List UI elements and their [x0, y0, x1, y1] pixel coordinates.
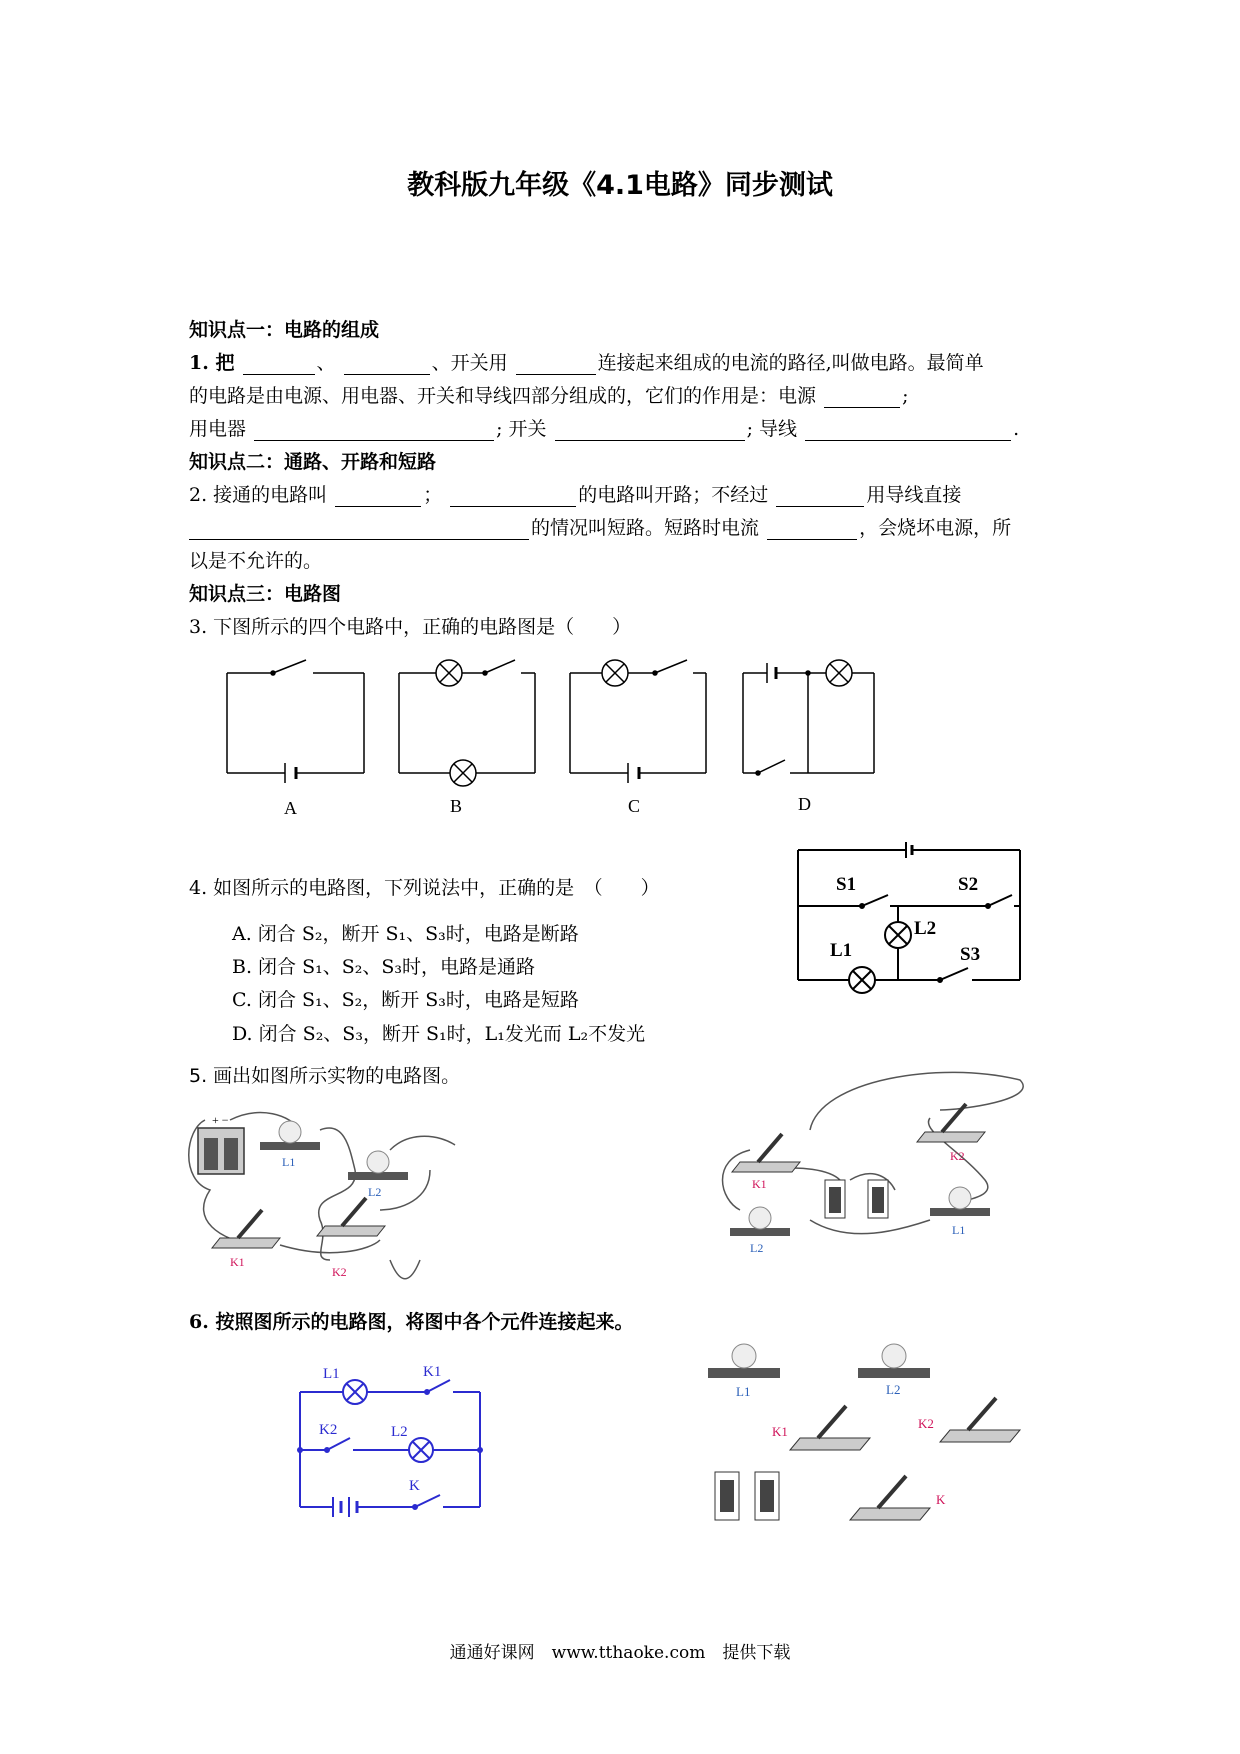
label-d: D: [798, 794, 811, 814]
answer-blank[interactable]: [776, 486, 864, 507]
battery-icon: [198, 1113, 244, 1174]
label-l2: L2: [886, 1382, 901, 1397]
q5-physical-circuit-right: [700, 1070, 1060, 1270]
q4-option-c[interactable]: C. 闭合 S₁、S₂，断开 S₃时，电路是短路: [232, 989, 579, 1011]
question-1-line-1: [189, 351, 984, 375]
label-c: C: [628, 796, 641, 816]
label-a: A: [284, 798, 297, 818]
q4-circuit-figure: [790, 840, 1030, 1000]
circuit-d: [743, 660, 874, 775]
q2-text: 用导线直接: [866, 484, 962, 506]
bulb-icon: [260, 1121, 320, 1150]
label-k1: K1: [423, 1364, 442, 1380]
fig-label-s2: S2: [958, 874, 979, 895]
bulb-icon: [858, 1344, 930, 1378]
question-2-line-3: 以是不允许的。: [189, 550, 323, 572]
battery-icon: [715, 1472, 739, 1520]
question-2-line-1: [189, 483, 961, 507]
q1-text: 1. 把: [189, 352, 235, 374]
footer-credit: 通通好课网 www.tthaoke.com 提供下载: [449, 1643, 791, 1663]
section-heading-2: 知识点二：通路、开路和短路: [189, 451, 437, 473]
answer-blank[interactable]: [516, 354, 596, 375]
q4-option-a[interactable]: A. 闭合 S₂，断开 S₁、S₃时，电路是断路: [232, 923, 579, 945]
label-k1: K1: [752, 1177, 767, 1191]
answer-blank[interactable]: [243, 354, 315, 375]
label-k2: K2: [918, 1416, 934, 1431]
bulb-icon: [730, 1207, 790, 1236]
q1-text: ;: [902, 385, 909, 407]
question-1-line-2: [189, 384, 908, 408]
switch-icon: [212, 1210, 280, 1248]
circuit-a: [227, 660, 364, 783]
fig-label-s3: S3: [960, 944, 981, 965]
answer-blank[interactable]: [254, 420, 494, 441]
q6-components: [700, 1330, 1040, 1530]
svg-text:+ −: + −: [212, 1113, 229, 1127]
circuit-b: [399, 660, 535, 786]
q3-circuit-figures: [210, 650, 910, 820]
label-l1: L1: [952, 1223, 966, 1237]
battery-icon: [755, 1472, 779, 1520]
question-1-line-3: [189, 417, 1019, 441]
answer-blank[interactable]: [824, 387, 900, 408]
bulb-icon: [930, 1187, 990, 1216]
q2-text: ，会烧坏电源，所: [859, 517, 1012, 539]
switch-icon: [790, 1406, 870, 1450]
answer-blank[interactable]: [555, 420, 745, 441]
question-4: 4. 如图所示的电路图，下列说法中，正确的是 （ ）: [189, 877, 660, 899]
q2-text: 2. 接通的电路叫: [189, 484, 328, 506]
q1-text: 、开关用: [431, 352, 508, 374]
label-l1: L1: [282, 1155, 296, 1169]
label-k: K: [409, 1478, 420, 1494]
label-b: B: [450, 796, 463, 816]
fig-label-l1: L1: [830, 940, 853, 961]
label-k1: K1: [230, 1255, 245, 1269]
answer-blank[interactable]: [189, 519, 529, 540]
question-6: 6. 按照图所示的电路图，将图中各个元件连接起来。: [189, 1311, 634, 1333]
question-5: 5. 画出如图所示实物的电路图。: [189, 1065, 461, 1087]
q1-text: 连接起来组成的电流的路径,叫做电路。最简单: [597, 352, 984, 374]
bulb-icon: [348, 1151, 408, 1180]
label-k1: K1: [772, 1424, 788, 1439]
circuit-c: [570, 660, 706, 783]
label-k2: K2: [319, 1422, 338, 1438]
q4-option-b[interactable]: B. 闭合 S₁、S₂、S₃时，电路是通路: [232, 956, 535, 978]
section-heading-3: 知识点三：电路图: [189, 583, 342, 605]
bulb-icon: [708, 1344, 780, 1378]
label-k2: K2: [332, 1265, 347, 1279]
q1-text: 的电路是由电源、用电器、开关和导线四部分组成的，它们的作用是：电源: [189, 385, 817, 407]
label-l2: L2: [750, 1241, 764, 1255]
section-heading-1: 知识点一：电路的组成: [189, 319, 380, 341]
label-k: K: [936, 1492, 946, 1507]
q2-text: ；: [423, 484, 443, 506]
answer-blank[interactable]: [805, 420, 1011, 441]
q1-text: ; 开关: [496, 418, 547, 440]
label-l2: L2: [368, 1185, 382, 1199]
switch-icon: [940, 1398, 1020, 1442]
page-title: 教科版九年级《4.1电路》同步测试: [407, 170, 833, 201]
answer-blank[interactable]: [450, 486, 576, 507]
answer-blank[interactable]: [335, 486, 421, 507]
q5-physical-circuit-left: [180, 1110, 500, 1290]
q1-text: ; 导线: [746, 418, 798, 440]
q6-circuit-diagram: [285, 1360, 505, 1530]
q1-text: 、: [316, 352, 336, 374]
q1-text: .: [1013, 418, 1020, 440]
label-l1: L1: [323, 1366, 340, 1382]
q2-text: 的电路叫开路；不经过: [578, 484, 769, 506]
label-k2: K2: [950, 1149, 965, 1163]
q4-option-d[interactable]: D. 闭合 S₂、S₃，断开 S₁时，L₁发光而 L₂不发光: [232, 1023, 646, 1045]
label-l2: L2: [391, 1424, 408, 1440]
question-3: 3. 下图所示的四个电路中，正确的电路图是（ ）: [189, 616, 632, 638]
q1-text: 用电器: [189, 418, 247, 440]
switch-icon: [317, 1198, 385, 1236]
battery-icon: [825, 1180, 888, 1218]
label-l1: L1: [736, 1384, 751, 1399]
q2-text: 的情况叫短路。短路时电流: [531, 517, 760, 539]
fig-label-l2: L2: [914, 918, 937, 939]
switch-icon: [850, 1476, 930, 1520]
fig-label-s1: S1: [836, 874, 857, 895]
answer-blank[interactable]: [344, 354, 430, 375]
answer-blank[interactable]: [767, 519, 857, 540]
question-2-line-2: [189, 516, 1011, 540]
